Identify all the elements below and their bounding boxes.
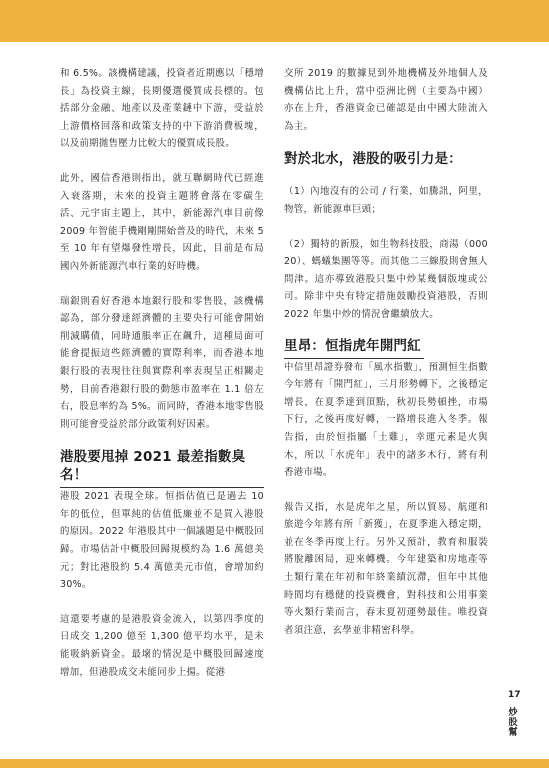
brand-logo-text: 炒股幫 (508, 708, 518, 738)
top-accent-bar (0, 0, 549, 42)
bottom-accent-bar (0, 759, 549, 768)
right-paragraph-4: 中信里昂證券發布「風水指數」，預測恒生指數今年將有「開門紅」，三月形勢轉下，之後穩定增長，在夏季達到頂點，秋初長勢頓挫，市場下行，之後再度好轉，一路增長進入冬季。報告指，由於恒指屬「土雞」，幸運元素是火與木，所以「水虎年」表中的諸多木行，將有利香港市場。 (284, 361, 488, 479)
left-column (60, 65, 264, 681)
right-paragraph-3: （2）獨特的新股，如生物科技股，商湯（00020）、螞蟻集團等等。而其他二三線股則會無人問津。這亦導致港股只集中炒某幾個版塊或公司。除非中央有特定措施鼓勵投資港股，否則 2022 年集中炒的情況會繼續放大。 (284, 238, 488, 320)
right-paragraph-5: 報告又指，水是虎年之星，所以貿易、航運和旅遊今年將有所「新獲」，在夏季進入穩定期，並在冬季再度上行。另外又預計，教育和服裝將脫離困局，迎來轉機。今年建築和房地產等土類行業在年初和年終業績沉滯，但年中其他時間均有穩健的投資機會，對科技和公用事業等火類行業而言，春末夏初運勢最佳。唯投資者須注意，玄學並非精密科學。 (284, 501, 488, 636)
section-heading-clsa: 里昂：恒指虎年開門紅 (284, 338, 421, 354)
left-paragraph-2: 此外，國信香港則指出，就互聯網時代已經進入衰落期，未來的投資主題將會落在零碳生活、元宇宙主題上，其中，新能源汽車目前像 2009 年智能手機剛剛開始普及的時代，未來 5 至 10 年有望爆發性增長，因此，目前是布局國內外新能源汽車行業的好時機。 (60, 172, 264, 272)
right-paragraph-2: （1）內地沒有的公司 / 行業，如騰訊，阿里，物管，新能源車巨頭； (284, 186, 488, 215)
right-column (284, 65, 488, 639)
left-paragraph-5: 這還要考慮的是港股資金流入，以第四季度的日成交 1,200 億至 1,300 億平均水平，是未能吸納新資金。最壞的情況是中概股回歸速度增加，但港股成交未能同步上揚。從港 (60, 613, 264, 678)
left-paragraph-3: 瑞銀則看好香港本地銀行股和零售股，該機構認為，部分發達經濟體的主要央行可能會開始削減購債，同時通脹率正在飆升，這種局面可能會提振這些經濟體的實際利率，而香港本地銀行股的表現往往與實際利率表現呈正相關走勢，目前香港銀行股的動態市盈率在 1.1 倍左右，股息率約為 5%。而同時，香港本地零售股則可能會受益於部分政策利好因素。 (60, 295, 264, 430)
section-heading-hk-stocks: 港股要甩掉 2021 最差指數臭名！ (60, 450, 246, 484)
right-paragraph-1: 交所 2019 的數據見到外地機構及外地個人及機構佔比上升，當中亞洲比例（主要為中國）亦在上升，香港資金已確認是由中國大陸流入為主。 (284, 68, 488, 132)
left-paragraph-4: 港股 2021 表現全球。恒指估值已是過去 10 年的低位，但單純的估值低廉並不是買入港股的原因。2022 年港股其中一個議題是中概股回歸。市場估計中概股回歸規模約為 1.6 萬億美元；對比港股約 5.4 萬億美元市值，會增加約 30%。 (60, 491, 264, 591)
page-number: 17 (508, 690, 521, 700)
left-paragraph-1: 和 6.5%。該機構建議，投資者近期應以「穩增長」為投資主線，長期優選優質成長標的。包括部分金融、地產以及產業鏈中下游，受益於上游價格回落和政策支持的中下游消費板塊，以及前期拋售壓力比較大的優質成長股。 (60, 68, 264, 150)
section-heading-northbound: 對於北水，港股的吸引力是： (284, 152, 462, 168)
